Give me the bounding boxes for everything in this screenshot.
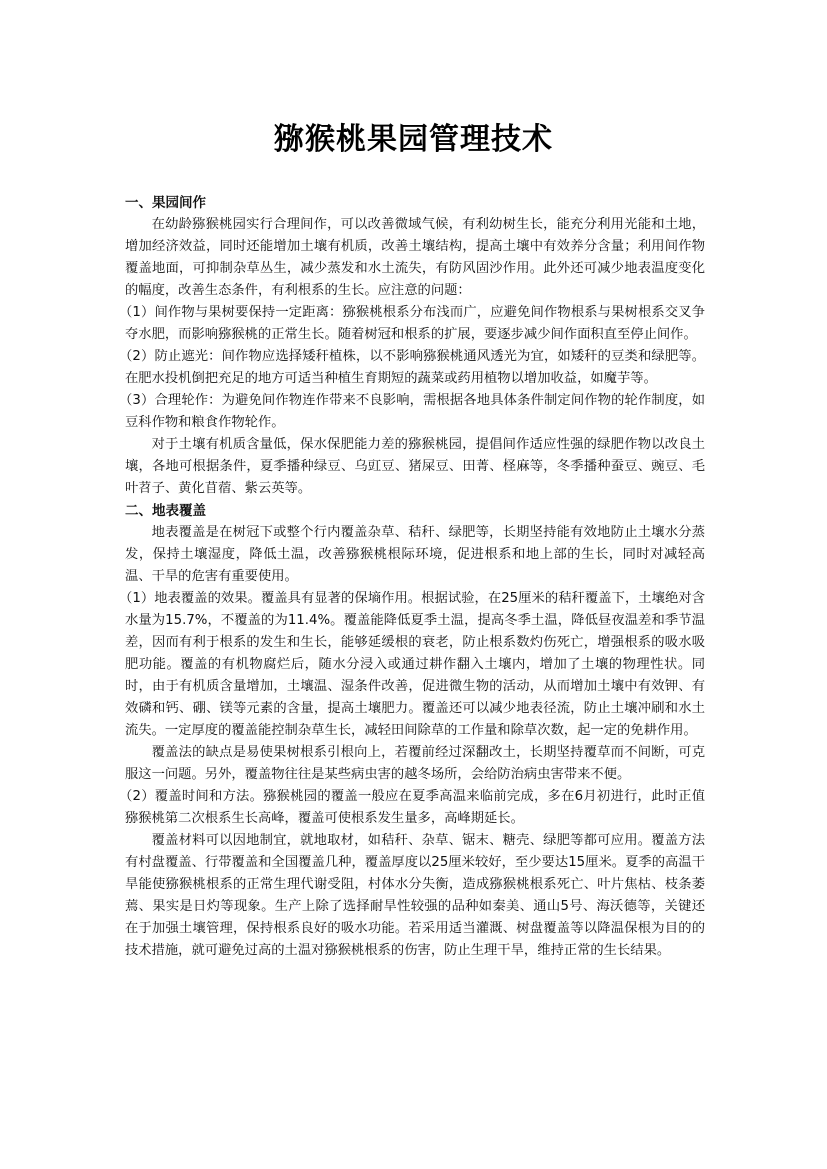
paragraph: 对于土壤有机质含量低，保水保肥能力差的猕猴桃园，提倡间作适应性强的绿肥作物以改良土壤，各地可根据条件，夏季播种绿豆、乌豇豆、猪屎豆、田菁、柽麻等，冬季播种蚕豆、豌豆、毛叶苕子、黄化苜蓿、紫云英等。 xyxy=(125,437,705,496)
document-body xyxy=(119,192,705,962)
section-heading-intercropping: 一、果园间作 xyxy=(125,195,206,211)
paragraph: 覆盖法的缺点是易使果树根系引根向上，若覆前经过深翻改土，长期坚持覆草而不间断，可克服这一问题。另外，覆盖物往往是某些病虫害的越冬场所，会给防治病虫害带来不便。 xyxy=(125,745,705,782)
list-item: （3）合理轮作：为避免间作物连作带来不良影响，需根据各地具体条件制定间作物的轮作制度，如豆科作物和粮食作物轮作。 xyxy=(119,393,705,430)
list-item: （1）间作物与果树要保持一定距离：猕猴桃根系分布浅而广，应避免间作物根系与果树根系交叉争夺水肥，而影响猕猴桃的正常生长。随着树冠和根系的扩展，要逐步减少间作面积直至停止间作。 xyxy=(119,305,705,342)
list-item: （1）地表覆盖的效果。覆盖具有显著的保墒作用。根据试验，在25厘米的秸秆覆盖下，土壤绝对含水量为15.7%，不覆盖的为11.4%。覆盖能降低夏季土温，提高冬季土温，降低昼夜温差和季节温差，因而有利于根系的发生和生长，能够延缓根的衰老，防止根系数灼伤死亡，增强根系的吸水吸肥功能。覆盖的有机物腐烂后，随水分浸入或通过耕作翻入土壤内，增加了土壤的物理性状。同时，由于有机质含量增加，土壤温、湿条件改善，促进微生物的活动，从而增加土壤中有效钾、有效磷和钙、硼、镁等元素的含量，提高土壤肥力。覆盖还可以减少地表径流，防止土壤冲刷和水土流失。一定厚度的覆盖能控制杂草生长，减轻田间除草的工作量和除草次数，起一定的免耕作用。 xyxy=(119,591,705,738)
section-heading-ground-cover: 二、地表覆盖 xyxy=(125,503,206,519)
document-title: 猕猴桃果园管理技术 xyxy=(274,122,553,157)
paragraph: 覆盖材料可以因地制宜，就地取材，如秸秆、杂草、锯末、糖壳、绿肥等都可应用。覆盖方法有村盘覆盖、行带覆盖和全国覆盖几种，覆盖厚度以25厘米较好，至少要达15厘米。夏季的高温干旱能使猕猴桃根系的正常生理代谢受阻，村体水分失衡，造成猕猴桃根系死亡、叶片焦枯、枝条萎蔫、果实是日灼等现象。生产上除了选择耐旱性较强的品种如秦美、通山5号、海沃德等，关键还在于加强土壤管理，保持根系良好的吸水功能。若采用适当灌溉、树盘覆盖等以降温保根为目的的技术措施，就可避免过高的土温对猕猴桃根系的伤害，防止生理干旱，维持正常的生长结果。 xyxy=(125,833,705,958)
list-item: （2）覆盖时间和方法。猕猴桃园的覆盖一般应在夏季高温来临前完成，多在6月初进行，此时正值猕猴桃第二次根系生长高峰，覆盖可使根系发生量多，高峰期延长。 xyxy=(119,789,705,826)
paragraph: 在幼龄猕猴桃园实行合理间作，可以改善微域气候，有利幼树生长，能充分利用光能和土地，增加经济效益，同时还能增加土壤有机质，改善土壤结构，提高土壤中有效养分含量；利用间作物覆盖地面，可抑制杂草丛生，减少蒸发和水土流失，有防风固沙作用。此外还可减少地表温度变化的幅度，改善生态条件，有利根系的生长。应注意的问题： xyxy=(125,217,705,298)
paragraph: 地表覆盖是在树冠下或整个行内覆盖杂草、秸秆、绿肥等，长期坚持能有效地防止土壤水分蒸发，保持土壤湿度，降低土温，改善猕猴桃根际环境，促进根系和地上部的生长，同时对减轻高温、干旱的危害有重要使用。 xyxy=(125,525,705,584)
list-item: （2）防止遮光：间作物应选择矮秆植株，以不影响猕猴桃通风透光为宜，如矮秆的豆类和绿肥等。在肥水投机倒把充足的地方可适当种植生育期短的蔬菜或药用植物以增加收益，如魔芋等。 xyxy=(119,349,705,386)
